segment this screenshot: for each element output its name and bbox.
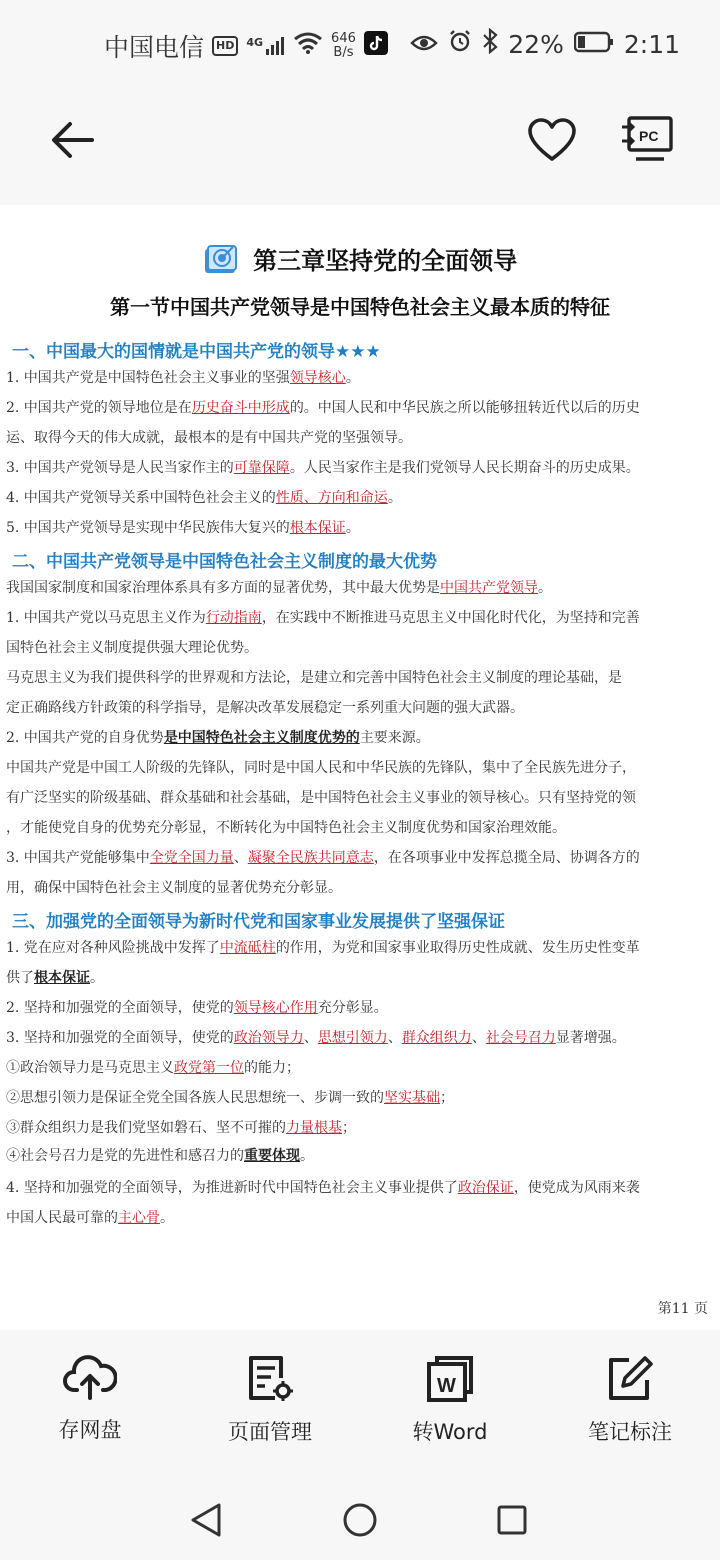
pc-view-icon[interactable] (620, 112, 676, 168)
text-segment: 。 (345, 370, 360, 386)
network-type: 4G (246, 36, 264, 49)
text-line (6, 787, 636, 807)
text-segment: 的作用，为党和国家事业取得历史性成就、发生历史性变革 (275, 940, 640, 956)
text-segment: 、 (387, 1030, 402, 1046)
text-segment: 的。中国人民和中华民族之所以能够扭转近代以后的历史 (289, 400, 640, 416)
highlighted-term: 根本保证 (34, 970, 90, 986)
text-segment: ②思想引领力是保证全党全国各族人民思想统一、步调一致的 (6, 1090, 384, 1106)
convert-word-label: 转Word (412, 1420, 488, 1444)
highlighted-term: 思想引领力 (317, 1030, 388, 1046)
net-speed-value: 646 (331, 31, 356, 46)
text-segment: 供了 (6, 970, 34, 986)
highlighted-term: 性质、方向和命运 (275, 490, 388, 506)
chapter-title (0, 241, 720, 281)
text-segment: 2. 坚持和加强党的全面领导，使党的 (6, 1000, 234, 1016)
text-segment: ④社会号召力是党的先进性和感召力的 (6, 1148, 244, 1164)
text-segment: 运、取得今天的伟大成就，最根本的是有中国共产党的坚强领导。 (6, 430, 412, 446)
text-segment: 。 (345, 520, 360, 536)
text-line (6, 937, 640, 957)
text-segment: 一、中国最大的国情就是中国共产党的领导★★★ (12, 342, 381, 362)
text-segment: 2. 中国共产党的自身优势 (6, 730, 164, 746)
highlighted-term: 坚实基础 (384, 1090, 440, 1106)
pc-label: PC (639, 128, 659, 144)
text-line (6, 1117, 356, 1137)
text-segment: 5. 中国共产党领导是实现中华民族伟大复兴的 (6, 520, 290, 536)
edit-note-icon (605, 1354, 655, 1406)
document-page[interactable] (0, 205, 720, 1330)
heart-icon[interactable] (526, 114, 578, 166)
text-segment: 1. 中国共产党以马克思主义作为 (6, 610, 206, 626)
text-line (6, 1145, 314, 1165)
wifi-icon (293, 31, 323, 61)
text-line (6, 1057, 300, 1077)
text-segment: 显著增强。 (555, 1030, 626, 1046)
cloud-upload-icon (63, 1354, 117, 1404)
text-segment: 4. 中国共产党领导关系中国特色社会主义的 (6, 490, 276, 506)
highlighted-term: 政治保证 (457, 1180, 514, 1196)
battery-percent: 22% (508, 29, 564, 59)
highlighted-term: 中流砥柱 (219, 940, 276, 956)
highlighted-term: 全党全国力量 (149, 850, 234, 866)
note-annotate-button[interactable] (545, 1330, 715, 1480)
text-line (6, 1177, 640, 1197)
convert-word-button[interactable] (365, 1330, 535, 1480)
text-segment: 的能力； (244, 1060, 300, 1076)
text-segment: 4. 坚持和加强党的全面领导，为推进新时代中国特色社会主义事业提供了 (6, 1180, 458, 1196)
text-segment: 定正确路线方针政策的科学指导，是解决改革发展稳定一系列重大问题的强大武器。 (6, 700, 524, 716)
section-title: 第一节中国共产党领导是中国特色社会主义最本质的特征 (110, 295, 610, 319)
text-segment: 三、加强党的全面领导为新时代党和国家事业发展提供了坚强保证 (12, 912, 505, 932)
text-line (6, 757, 636, 777)
highlighted-term: 社会号召力 (485, 1030, 556, 1046)
text-segment: 充分彰显。 (317, 1000, 388, 1016)
section-heading (12, 547, 437, 572)
save-to-cloud-button[interactable] (5, 1330, 175, 1480)
section-heading (12, 907, 505, 932)
page-manage-icon (245, 1354, 295, 1406)
bluetooth-icon (482, 28, 498, 60)
highlighted-term: 中国共产党领导 (440, 580, 538, 596)
text-line (6, 847, 640, 867)
text-segment: 3. 中国共产党能够集中 (6, 850, 150, 866)
text-segment: ； (440, 1090, 454, 1106)
highlighted-term: 可靠保障 (233, 460, 290, 476)
text-line (6, 997, 388, 1017)
text-segment: ③群众组织力是我们党坚如磐石、坚不可摧的 (6, 1120, 286, 1136)
text-segment: 马克思主义为我们提供科学的世界观和方法论，是建立和完善中国特色社会主义制度的理论基础，是 (6, 670, 622, 686)
top-app-bar (0, 86, 720, 196)
circle-home-icon[interactable] (340, 1500, 380, 1540)
bottom-toolbar (0, 1330, 720, 1480)
text-segment: 。 (160, 1210, 174, 1226)
text-segment: 有广泛坚实的阶级基础、群众基础和社会基础，是中国特色社会主义事业的领导核心。只有坚持党的领 (6, 790, 636, 806)
text-line (6, 697, 524, 717)
text-line (6, 367, 360, 387)
net-speed (331, 32, 356, 60)
text-segment: 3. 坚持和加强党的全面领导，使党的 (6, 1030, 234, 1046)
highlighted-term: 重要体现 (244, 1148, 300, 1164)
text-line (6, 667, 622, 687)
text-segment: 。人民当家作主是我们党领导人民长期奋斗的历史成果。 (289, 460, 640, 476)
highlighted-term: 政治领导力 (233, 1030, 304, 1046)
word-letter: W (437, 1375, 456, 1397)
text-line (6, 487, 402, 507)
highlighted-term: 力量根基 (286, 1120, 342, 1136)
text-line (6, 1087, 454, 1107)
clock-time: 2:11 (623, 29, 680, 59)
carrier-name: 中国电信 (104, 33, 205, 62)
text-segment: 3. 中国共产党领导是人民当家作主的 (6, 460, 234, 476)
highlighted-term: 是中国特色社会主义制度优势的 (163, 730, 360, 746)
note-annotate-label: 笔记标注 (588, 1420, 672, 1444)
text-segment: 、 (303, 1030, 318, 1046)
page-number: 第11 页 (657, 1301, 708, 1317)
text-line (6, 727, 430, 747)
text-segment: ； (342, 1120, 356, 1136)
text-line (6, 967, 104, 987)
text-segment: ①政治领导力是马克思主义 (6, 1060, 174, 1076)
square-recent-icon[interactable] (492, 1500, 532, 1540)
text-line (6, 1027, 626, 1047)
text-segment: 国特色社会主义制度提供强大理论优势。 (6, 640, 258, 656)
text-segment: 。 (387, 490, 402, 506)
text-line (6, 1207, 174, 1227)
text-segment: ，才能使党自身的优势充分彰显，不断转化为中国特色社会主义制度优势和国家治理效能。 (6, 820, 566, 836)
text-line (6, 577, 552, 597)
text-segment: ，使党成为风雨来袭 (513, 1180, 640, 1196)
status-left (104, 28, 388, 64)
text-line (6, 427, 412, 447)
text-line (6, 457, 640, 477)
text-segment: 1. 中国共产党是中国特色社会主义事业的坚强 (6, 370, 290, 386)
text-segment: 2. 中国共产党的领导地位是在 (6, 400, 192, 416)
text-segment: 中国共产党是中国工人阶级的先锋队，同时是中国人民和中华民族的先锋队，集中了全民族先进分子， (6, 760, 636, 776)
highlighted-term: 根本保证 (289, 520, 346, 536)
battery-icon (574, 30, 614, 59)
text-segment: 二、中国共产党领导是中国特色社会主义制度的最大优势 (12, 552, 437, 572)
status-right (410, 28, 680, 60)
section-heading (12, 337, 381, 362)
highlighted-term: 群众组织力 (401, 1030, 472, 1046)
target-icon (203, 243, 239, 281)
chapter-title-text: 第三章坚持党的全面领导 (253, 247, 518, 275)
text-segment: 、 (233, 850, 248, 866)
text-segment: ，在实践中不断推进马克思主义中国化时代化，为坚持和完善 (261, 610, 640, 626)
highlighted-term: 主心骨 (118, 1210, 160, 1226)
highlighted-term: 政党第一位 (174, 1060, 244, 1076)
text-segment: 主要来源。 (359, 730, 430, 746)
page-manage-label: 页面管理 (228, 1420, 312, 1444)
text-segment: 。 (300, 1148, 314, 1164)
highlighted-term: 凝聚全民族共同意志 (247, 850, 374, 866)
text-segment: ，在各项事业中发挥总揽全局、协调各方的 (373, 850, 640, 866)
text-segment: 。 (90, 970, 104, 986)
text-line (6, 637, 258, 657)
eye-icon (410, 30, 438, 59)
system-nav-bar (0, 1480, 720, 1560)
back-arrow-icon[interactable] (46, 114, 98, 166)
highlighted-term: 历史奋斗中形成 (191, 400, 290, 416)
save-to-cloud-label: 存网盘 (58, 1418, 122, 1442)
page-manage-button[interactable] (185, 1330, 355, 1480)
text-line (6, 517, 360, 537)
word-convert-icon (425, 1354, 475, 1406)
text-segment: 用，确保中国特色社会主义制度的显著优势充分彰显。 (6, 880, 342, 896)
hd-badge: HD (212, 36, 238, 56)
net-speed-unit: B/s (333, 45, 354, 60)
signal-icon (246, 36, 285, 56)
status-bar (0, 0, 720, 86)
highlighted-term: 领导核心作用 (233, 1000, 318, 1016)
highlighted-term: 行动指南 (205, 610, 262, 626)
triangle-back-icon[interactable] (186, 1500, 226, 1540)
tiktok-icon (364, 31, 388, 61)
text-segment: 、 (471, 1030, 486, 1046)
text-segment: 我国国家制度和国家治理体系具有多方面的显著优势，其中最大优势是 (6, 580, 440, 596)
text-segment: 1. 党在应对各种风险挑战中发挥了 (6, 940, 220, 956)
text-segment: 。 (538, 580, 552, 596)
text-segment: 中国人民最可靠的 (6, 1210, 118, 1226)
text-line (6, 877, 342, 897)
text-line (6, 817, 566, 837)
alarm-icon (448, 29, 472, 59)
text-line (6, 607, 640, 627)
text-line (6, 397, 640, 417)
highlighted-term: 领导核心 (289, 370, 346, 386)
